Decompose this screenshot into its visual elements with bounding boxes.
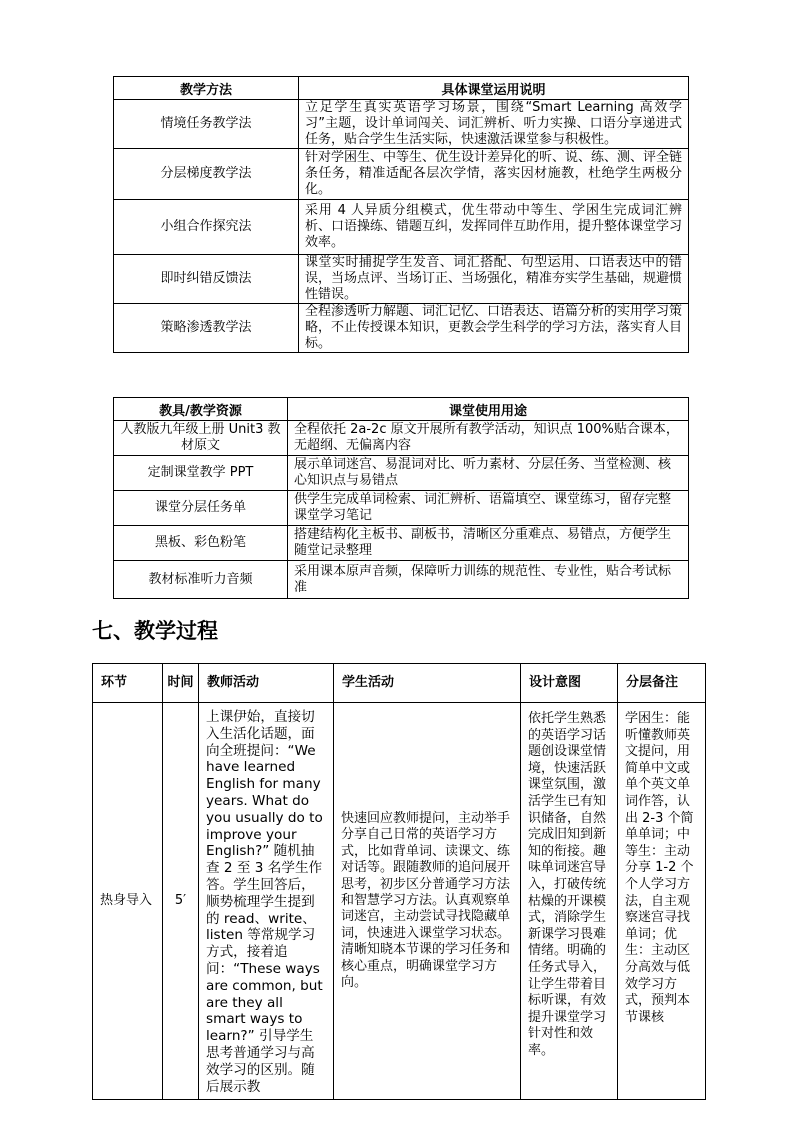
process-header-row — [93, 664, 706, 703]
method-desc: 课堂实时捕捉学生发音、词汇搭配、句型运用、口语表达中的错误，当场点评、当场订正、当场强化，精准夯实学生基础，规避惯性错误。 — [299, 255, 689, 304]
methods-table — [113, 76, 689, 353]
methods-header-method: 教学方法 — [114, 77, 299, 100]
resources-row — [114, 456, 689, 491]
process-header-student: 学生活动 — [334, 664, 521, 703]
resource-use: 供学生完成单词检索、词汇辨析、语篇填空、课堂练习，留存完整课堂学习笔记 — [288, 491, 689, 526]
resources-row — [114, 526, 689, 561]
resource-use: 全程依托 2a-2c 原文开展所有教学活动，知识点 100%贴合课本，无超纲、无偏离内容 — [288, 421, 689, 456]
resource-name: 定制课堂教学 PPT — [114, 456, 288, 491]
process-header-note: 分层备注 — [618, 664, 706, 703]
method-name: 即时纠错反馈法 — [114, 255, 299, 304]
student-activity-cell: 快速回应教师提问，主动举手分享自己日常的英语学习方式，比如背单词、读课文、练对话等。跟随教师的追问展开思考，初步区分普通学习方法和智慧学习方法。认真观察单词迷宫，主动尝试寻找隐藏单词，快速进入课堂学习状态。清晰知晓本节课的学习任务和核心重点，明确课堂学习方向。 — [334, 703, 521, 1100]
resources-header-name: 教具/教学资源 — [114, 398, 288, 421]
methods-header-desc: 具体课堂运用说明 — [299, 77, 689, 100]
method-desc: 立足学生真实英语学习场景，围绕“Smart Learning 高效学习”主题，设计单词闯关、词汇辨析、听力实操、口语分享递进式任务，贴合学生生活实际，快速激活课堂参与积极性。 — [299, 100, 689, 149]
method-name: 小组合作探究法 — [114, 200, 299, 255]
resource-name: 黑板、彩色粉笔 — [114, 526, 288, 561]
resource-use: 展示单词迷宫、易混词对比、听力素材、分层任务、当堂检测、核心知识点与易错点 — [288, 456, 689, 491]
resource-name: 课堂分层任务单 — [114, 491, 288, 526]
stage-cell: 热身导入 — [93, 703, 163, 1100]
tier-notes-cell: 学困生：能听懂教师英文提问，用简单中文或单个英文单词作答，认出 2-3 个简单单词；中等生：主动分享 1-2 个个人学习方法，自主观察迷宫寻找单词；优生：主动区分高效与低效学习方式，预判本节课核 — [618, 703, 706, 1100]
resources-header-row — [114, 398, 689, 421]
resources-row — [114, 491, 689, 526]
methods-row — [114, 304, 689, 353]
resources-table — [113, 397, 689, 599]
teacher-activity-cell: 上课伊始，直接切入生活化话题，面向全班提问：“We have learned English for many years. What do you usually do to improve your English?” 随机抽查 2 至 3 名学生作答。学生回答后，顺势梳理学生提到的 read、write、listen 等常规学习方式，接着追问：“These ways are common, but are they all smart ways to learn?” 引导学生思考普通学习与高效学习的区别。随后展示教 — [199, 703, 334, 1100]
process-header-teacher: 教师活动 — [199, 664, 334, 703]
method-name: 情境任务教学法 — [114, 100, 299, 149]
time-cell: 5′ — [163, 703, 199, 1100]
methods-header-row — [114, 77, 689, 100]
method-desc: 针对学困生、中等生、优生设计差异化的听、说、练、测、评全链条任务，精准适配各层次学情，落实因材施教，杜绝学生两极分化。 — [299, 149, 689, 200]
method-desc: 全程渗透听力解题、词汇记忆、口语表达、语篇分析的实用学习策略，不止传授课本知识，更教会学生科学的学习方法，落实育人目标。 — [299, 304, 689, 353]
resource-name: 人教版九年级上册 Unit3 教材原文 — [114, 421, 288, 456]
methods-row — [114, 255, 689, 304]
process-table — [92, 663, 706, 1100]
process-header-stage: 环节 — [93, 664, 163, 703]
methods-row — [114, 100, 689, 149]
method-name: 分层梯度教学法 — [114, 149, 299, 200]
resource-name: 教材标准听力音频 — [114, 561, 288, 599]
resources-header-use: 课堂使用用途 — [288, 398, 689, 421]
process-header-design: 设计意图 — [521, 664, 618, 703]
resource-use: 采用课本原声音频，保障听力训练的规范性、专业性，贴合考试标准 — [288, 561, 689, 599]
methods-row — [114, 200, 689, 255]
resources-row — [114, 421, 689, 456]
process-header-time: 时间 — [163, 664, 199, 703]
resource-use: 搭建结构化主板书、副板书，清晰区分重难点、易错点，方便学生随堂记录整理 — [288, 526, 689, 561]
design-intent-cell: 依托学生熟悉的英语学习话题创设课堂情境，快速活跃课堂氛围，激活学生已有知识储备，自然完成旧知到新知的衔接。趣味单词迷宫导入，打破传统枯燥的开课模式，消除学生新课学习畏难情绪。明确的任务式导入，让学生带着目标听课，有效提升课堂学习针对性和效率。 — [521, 703, 618, 1100]
methods-row — [114, 149, 689, 200]
section-title: 七、教学过程 — [92, 619, 218, 643]
resources-row — [114, 561, 689, 599]
method-desc: 采用 4 人异质分组模式，优生带动中等生、学困生完成词汇辨析、口语操练、错题互纠，发挥同伴互助作用，提升整体课堂学习效率。 — [299, 200, 689, 255]
process-row — [93, 703, 706, 1100]
method-name: 策略渗透教学法 — [114, 304, 299, 353]
